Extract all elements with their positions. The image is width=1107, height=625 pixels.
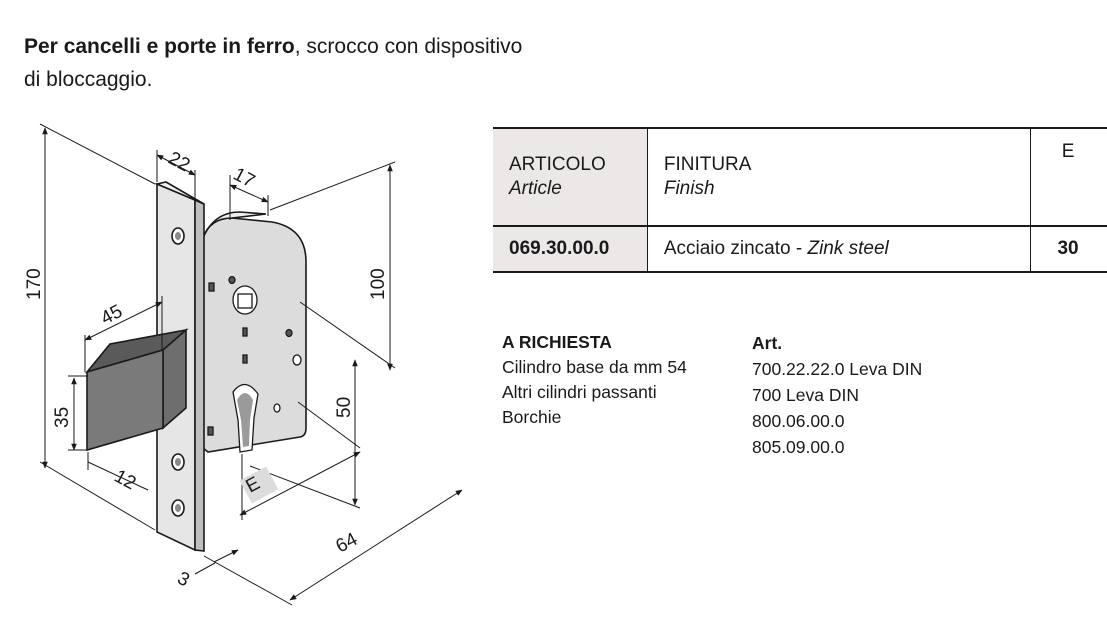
header-article-en: Article bbox=[509, 178, 562, 199]
article-code: 069.30.00.0 bbox=[493, 226, 647, 272]
art-item: 700.22.22.0 Leva DIN bbox=[752, 359, 923, 379]
description-bold: Per cancelli e porte in ferro bbox=[24, 35, 295, 58]
on-request-title: A RICHIESTA bbox=[502, 332, 612, 352]
art-item: 800.06.00.0 bbox=[752, 411, 845, 431]
dim-45: 45 bbox=[97, 300, 127, 330]
dim-e: E bbox=[242, 472, 264, 498]
dim-3: 3 bbox=[173, 567, 193, 592]
header-article-it: ARTICOLO bbox=[509, 154, 606, 175]
description-line2: di bloccaggio. bbox=[24, 68, 153, 91]
lock-technical-drawing bbox=[0, 110, 480, 625]
dim-12: 12 bbox=[110, 465, 140, 495]
product-description bbox=[24, 30, 522, 96]
dim-170: 170 bbox=[24, 268, 45, 300]
dim-100: 100 bbox=[368, 268, 389, 300]
on-request-item: Borchie bbox=[502, 407, 562, 427]
header-e: E bbox=[1031, 128, 1107, 226]
e-value: 30 bbox=[1031, 226, 1107, 272]
on-request-item: Altri cilindri passanti bbox=[502, 382, 657, 402]
dim-64: 64 bbox=[332, 528, 362, 558]
finish-en: Zink steel bbox=[807, 238, 889, 259]
dim-50: 50 bbox=[334, 396, 355, 418]
art-title: Art. bbox=[752, 333, 783, 353]
art-item: 805.09.00.0 bbox=[752, 437, 845, 457]
header-finish-it: FINITURA bbox=[663, 154, 752, 175]
dim-35: 35 bbox=[52, 406, 73, 428]
header-finish-en: Finish bbox=[663, 178, 715, 199]
table-header-row bbox=[493, 128, 1107, 226]
article-table bbox=[493, 127, 1107, 273]
on-request-articles bbox=[752, 330, 922, 460]
dim-17: 17 bbox=[229, 163, 259, 193]
table-row bbox=[493, 226, 1107, 272]
header-finish bbox=[647, 128, 1030, 226]
finish-cell bbox=[647, 226, 1030, 272]
art-item: 700 Leva DIN bbox=[752, 385, 860, 405]
header-article bbox=[493, 128, 647, 226]
description-text: , scrocco con dispositivo bbox=[294, 35, 523, 58]
dim-22: 22 bbox=[164, 147, 194, 177]
finish-it: Acciaio zincato - bbox=[663, 238, 808, 259]
on-request-section bbox=[502, 330, 687, 430]
on-request-item: Cilindro base da mm 54 bbox=[502, 357, 687, 377]
